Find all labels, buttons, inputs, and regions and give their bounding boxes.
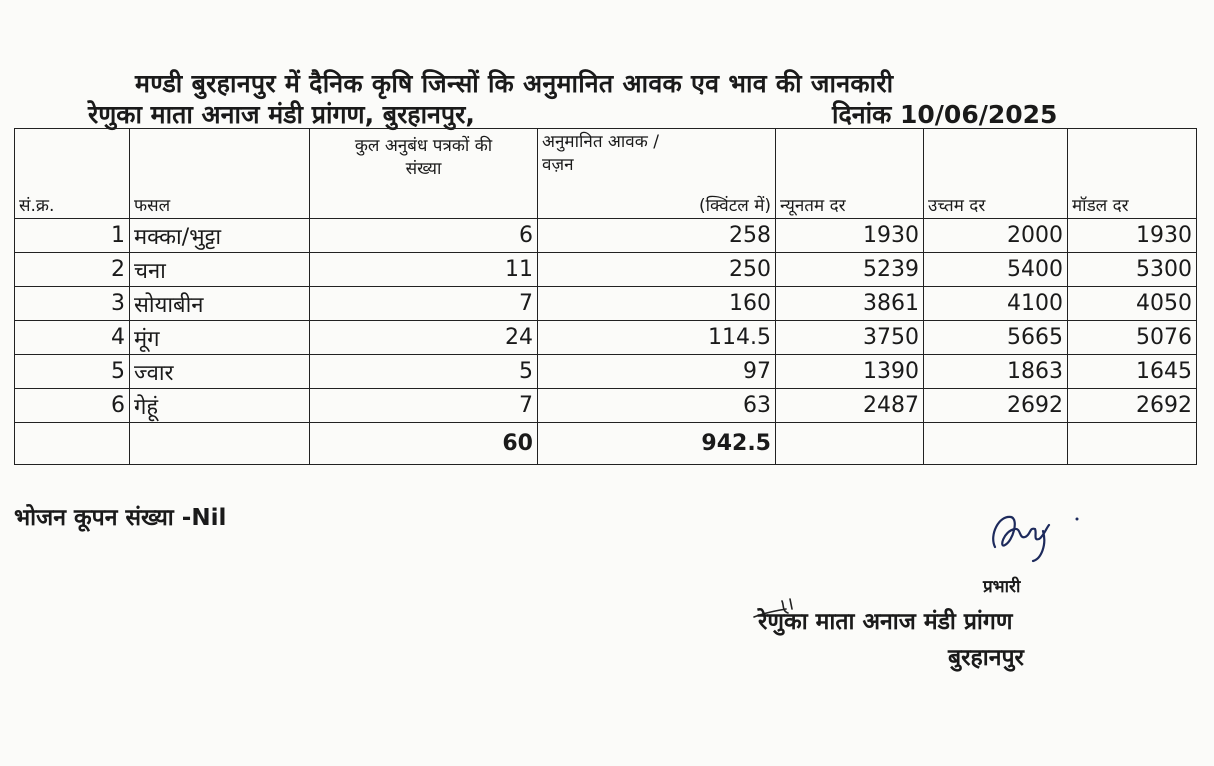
total-max-cell xyxy=(924,423,1068,465)
row-crop: मूंग xyxy=(130,321,310,355)
col-header-min-rate: न्यूनतम दर xyxy=(776,129,924,219)
row-permits: 24 xyxy=(310,321,538,355)
row-sno: 3 xyxy=(15,287,130,321)
row-max-rate: 5400 xyxy=(924,253,1068,287)
col-header-arrival-line1: अनुमानित आवक / xyxy=(542,132,659,152)
row-crop: मक्का/भुट्टा xyxy=(130,219,310,253)
report-title: मण्डी बुरहानपुर में दैनिक कृषि जिन्सों कि अनुमानित आवक एव भाव की जानकारी xyxy=(135,69,894,98)
row-sno: 1 xyxy=(15,219,130,253)
row-sno: 5 xyxy=(15,355,130,389)
col-header-sno: सं.क्र. xyxy=(15,129,130,219)
row-min-rate: 1930 xyxy=(776,219,924,253)
food-coupon-note: भोजन कूपन संख्या -Nil xyxy=(14,505,227,531)
total-modal-cell xyxy=(1068,423,1197,465)
row-sno: 2 xyxy=(15,253,130,287)
office-name: रेणुका माता अनाज मंडी प्रांगण xyxy=(758,609,1013,635)
market-location: रेणुका माता अनाज मंडी प्रांगण, बुरहानपुर, xyxy=(88,100,475,129)
col-header-max-rate: उच्तम दर xyxy=(924,129,1068,219)
mandi-rates-table xyxy=(14,128,1197,465)
row-crop: चना xyxy=(130,253,310,287)
row-permits: 7 xyxy=(310,389,538,423)
row-crop: सोयाबीन xyxy=(130,287,310,321)
total-arrival: 942.5 xyxy=(538,423,776,465)
table-row xyxy=(15,355,1197,389)
officer-title: प्रभारी xyxy=(983,577,1021,597)
row-permits: 11 xyxy=(310,253,538,287)
table-row xyxy=(15,389,1197,423)
col-header-arrival xyxy=(538,129,776,219)
col-header-arrival-line2: वज़न xyxy=(542,155,574,175)
report-date: दिनांक 10/06/2025 xyxy=(832,100,1058,129)
row-permits: 5 xyxy=(310,355,538,389)
row-permits: 7 xyxy=(310,287,538,321)
row-max-rate: 2000 xyxy=(924,219,1068,253)
row-arrival: 97 xyxy=(538,355,776,389)
row-min-rate: 3750 xyxy=(776,321,924,355)
row-min-rate: 3861 xyxy=(776,287,924,321)
row-max-rate: 2692 xyxy=(924,389,1068,423)
row-sno: 4 xyxy=(15,321,130,355)
total-permits: 60 xyxy=(310,423,538,465)
row-arrival: 63 xyxy=(538,389,776,423)
table-row xyxy=(15,253,1197,287)
row-modal-rate: 2692 xyxy=(1068,389,1197,423)
row-modal-rate: 5076 xyxy=(1068,321,1197,355)
row-permits: 6 xyxy=(310,219,538,253)
row-arrival: 114.5 xyxy=(538,321,776,355)
table-row xyxy=(15,219,1197,253)
row-modal-rate: 5300 xyxy=(1068,253,1197,287)
table-header-row xyxy=(15,129,1197,219)
table-row xyxy=(15,321,1197,355)
col-header-permits xyxy=(310,129,538,219)
col-header-arrival-unit: (क्विंटल में) xyxy=(698,196,771,216)
row-modal-rate: 1645 xyxy=(1068,355,1197,389)
office-city: बुरहानपुर xyxy=(948,645,1024,671)
row-min-rate: 1390 xyxy=(776,355,924,389)
row-arrival: 250 xyxy=(538,253,776,287)
row-sno: 6 xyxy=(15,389,130,423)
total-row xyxy=(15,423,1197,465)
row-crop: गेहूं xyxy=(130,389,310,423)
total-sno-cell xyxy=(15,423,130,465)
row-max-rate: 5665 xyxy=(924,321,1068,355)
row-arrival: 160 xyxy=(538,287,776,321)
row-modal-rate: 4050 xyxy=(1068,287,1197,321)
table-row xyxy=(15,287,1197,321)
report-subtitle xyxy=(88,97,1058,131)
row-min-rate: 2487 xyxy=(776,389,924,423)
total-min-cell xyxy=(776,423,924,465)
col-header-modal-rate: मॉडल दर xyxy=(1068,129,1197,219)
col-header-crop: फसल xyxy=(130,129,310,219)
row-arrival: 258 xyxy=(538,219,776,253)
row-max-rate: 4100 xyxy=(924,287,1068,321)
row-max-rate: 1863 xyxy=(924,355,1068,389)
row-crop: ज्वार xyxy=(130,355,310,389)
officer-signature xyxy=(985,505,1085,565)
row-min-rate: 5239 xyxy=(776,253,924,287)
col-header-permits-label: कुल अनुबंध पत्रकों की संख्या xyxy=(354,136,493,179)
row-modal-rate: 1930 xyxy=(1068,219,1197,253)
total-crop-cell xyxy=(130,423,310,465)
